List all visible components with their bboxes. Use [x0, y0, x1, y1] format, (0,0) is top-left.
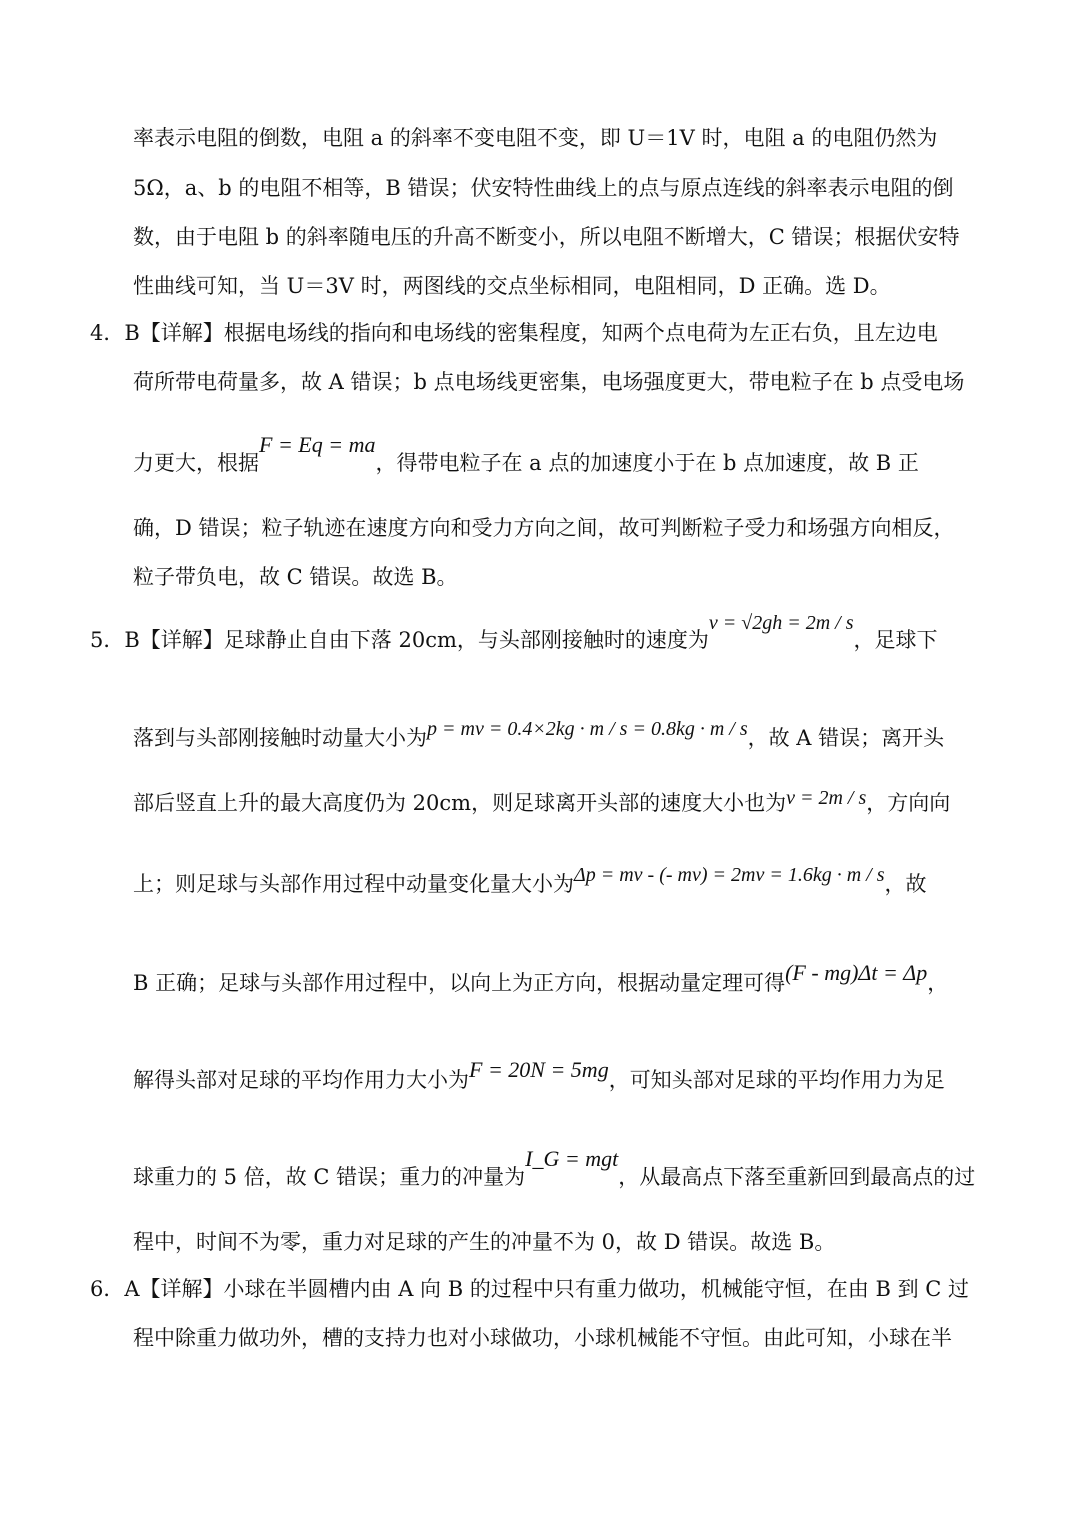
formula-momentum-change: Δp = mv - (- mv) = 2mv = 1.6kg · m / s [574, 864, 885, 886]
item-5-text [90, 612, 938, 656]
text-segment: 部后竖直上升的最大高度仍为 20cm，则足球离开头部的速度大小也为 [133, 791, 787, 815]
text-line: 程中除重力做功外，槽的支持力也对小球做功，小球机械能不守恒。由此可知，小球在半 [133, 1326, 952, 1350]
text-segment: 落到与头部刚接触时动量大小为 [133, 726, 427, 750]
text-line [133, 432, 919, 478]
text-line [133, 1146, 976, 1192]
formula-gravity-impulse: I_G = mgt [525, 1146, 619, 1171]
text-segment: ，可知头部对足球的平均作用力为足 [608, 1068, 945, 1092]
item-4-text: 4．B【详解】根据电场线的指向和电场线的密集程度，知两个点电荷为左正右负，且左边电 [90, 321, 938, 345]
text-segment: 上；则足球与头部作用过程中动量变化量大小为 [133, 872, 574, 896]
text-segment: B 正确；足球与头部作用过程中，以向上为正方向，根据动量定理可得 [133, 971, 786, 995]
text-segment: 球重力的 5 倍，故 C 错误；重力的冲量为 [133, 1165, 526, 1189]
formula-f-eq-ma: F = Eq = ma [259, 432, 376, 457]
formula-velocity-2: v = 2m / s [786, 787, 867, 809]
text-segment: 5．B【详解】足球静止自由下落 20cm，与头部刚接触时的速度为 [90, 628, 709, 652]
text-segment: ，故 A 错误；离开头 [747, 726, 945, 750]
text-segment: ，方向向 [866, 791, 951, 815]
formula-velocity: v = √2gh = 2m / s [708, 612, 854, 634]
text-line: 确，D 错误；粒子轨迹在速度方向和受力方向之间，故可判断粒子受力和场强方向相反， [133, 516, 955, 540]
item-6-text: 6．A【详解】小球在半圆槽内由 A 向 B 的过程中只有重力做功，机械能守恒，在由 B 到 C 过 [90, 1277, 970, 1301]
text-line: 荷所带电荷量多，故 A 错误；b 点电场线更密集，电场强度更大，带电粒子在 b 点受电场 [133, 370, 965, 394]
text-line: 数，由于电阻 b 的斜率随电压的升高不断变小，所以电阻不断增大，C 错误；根据伏安特 [133, 225, 960, 249]
text-line: 程中，时间不为零，重力对足球的产生的冲量不为 0，故 D 错误。故选 B。 [133, 1230, 836, 1254]
text-segment: ，足球下 [853, 628, 938, 652]
text-line: 率表示电阻的倒数，电阻 a 的斜率不变电阻不变，即 U＝1V 时，电阻 a 的电阻仍然为 [133, 126, 938, 150]
text-line [133, 960, 949, 998]
text-segment: ，得带电粒子在 a 点的加速度小于在 b 点加速度，故 B 正 [375, 451, 919, 475]
formula-impulse-theorem: (F - mg)Δt = Δp [785, 960, 928, 985]
text-line [133, 718, 945, 754]
text-segment: ，故 [884, 872, 927, 896]
text-line [133, 864, 927, 900]
text-line [133, 788, 950, 819]
text-segment: 力更大，根据 [133, 451, 259, 475]
text-segment: 解得头部对足球的平均作用力大小为 [133, 1068, 469, 1092]
text-segment: ， [927, 971, 949, 995]
text-line: 性曲线可知，当 U＝3V 时，两图线的交点坐标相同，电阻相同，D 正确。选 D。 [133, 274, 891, 298]
text-line: 5Ω，a、b 的电阻不相等，B 错误；伏安特性曲线上的点与原点连线的斜率表示电阻的倒 [133, 176, 954, 200]
text-line: 粒子带负电，故 C 错误。故选 B。 [133, 565, 458, 589]
formula-momentum: p = mv = 0.4×2kg · m / s = 0.8kg · m / s [427, 718, 748, 740]
formula-average-force: F = 20N = 5mg [469, 1057, 609, 1082]
text-line [133, 1057, 945, 1095]
text-segment: ，从最高点下落至重新回到最高点的过 [618, 1165, 976, 1189]
